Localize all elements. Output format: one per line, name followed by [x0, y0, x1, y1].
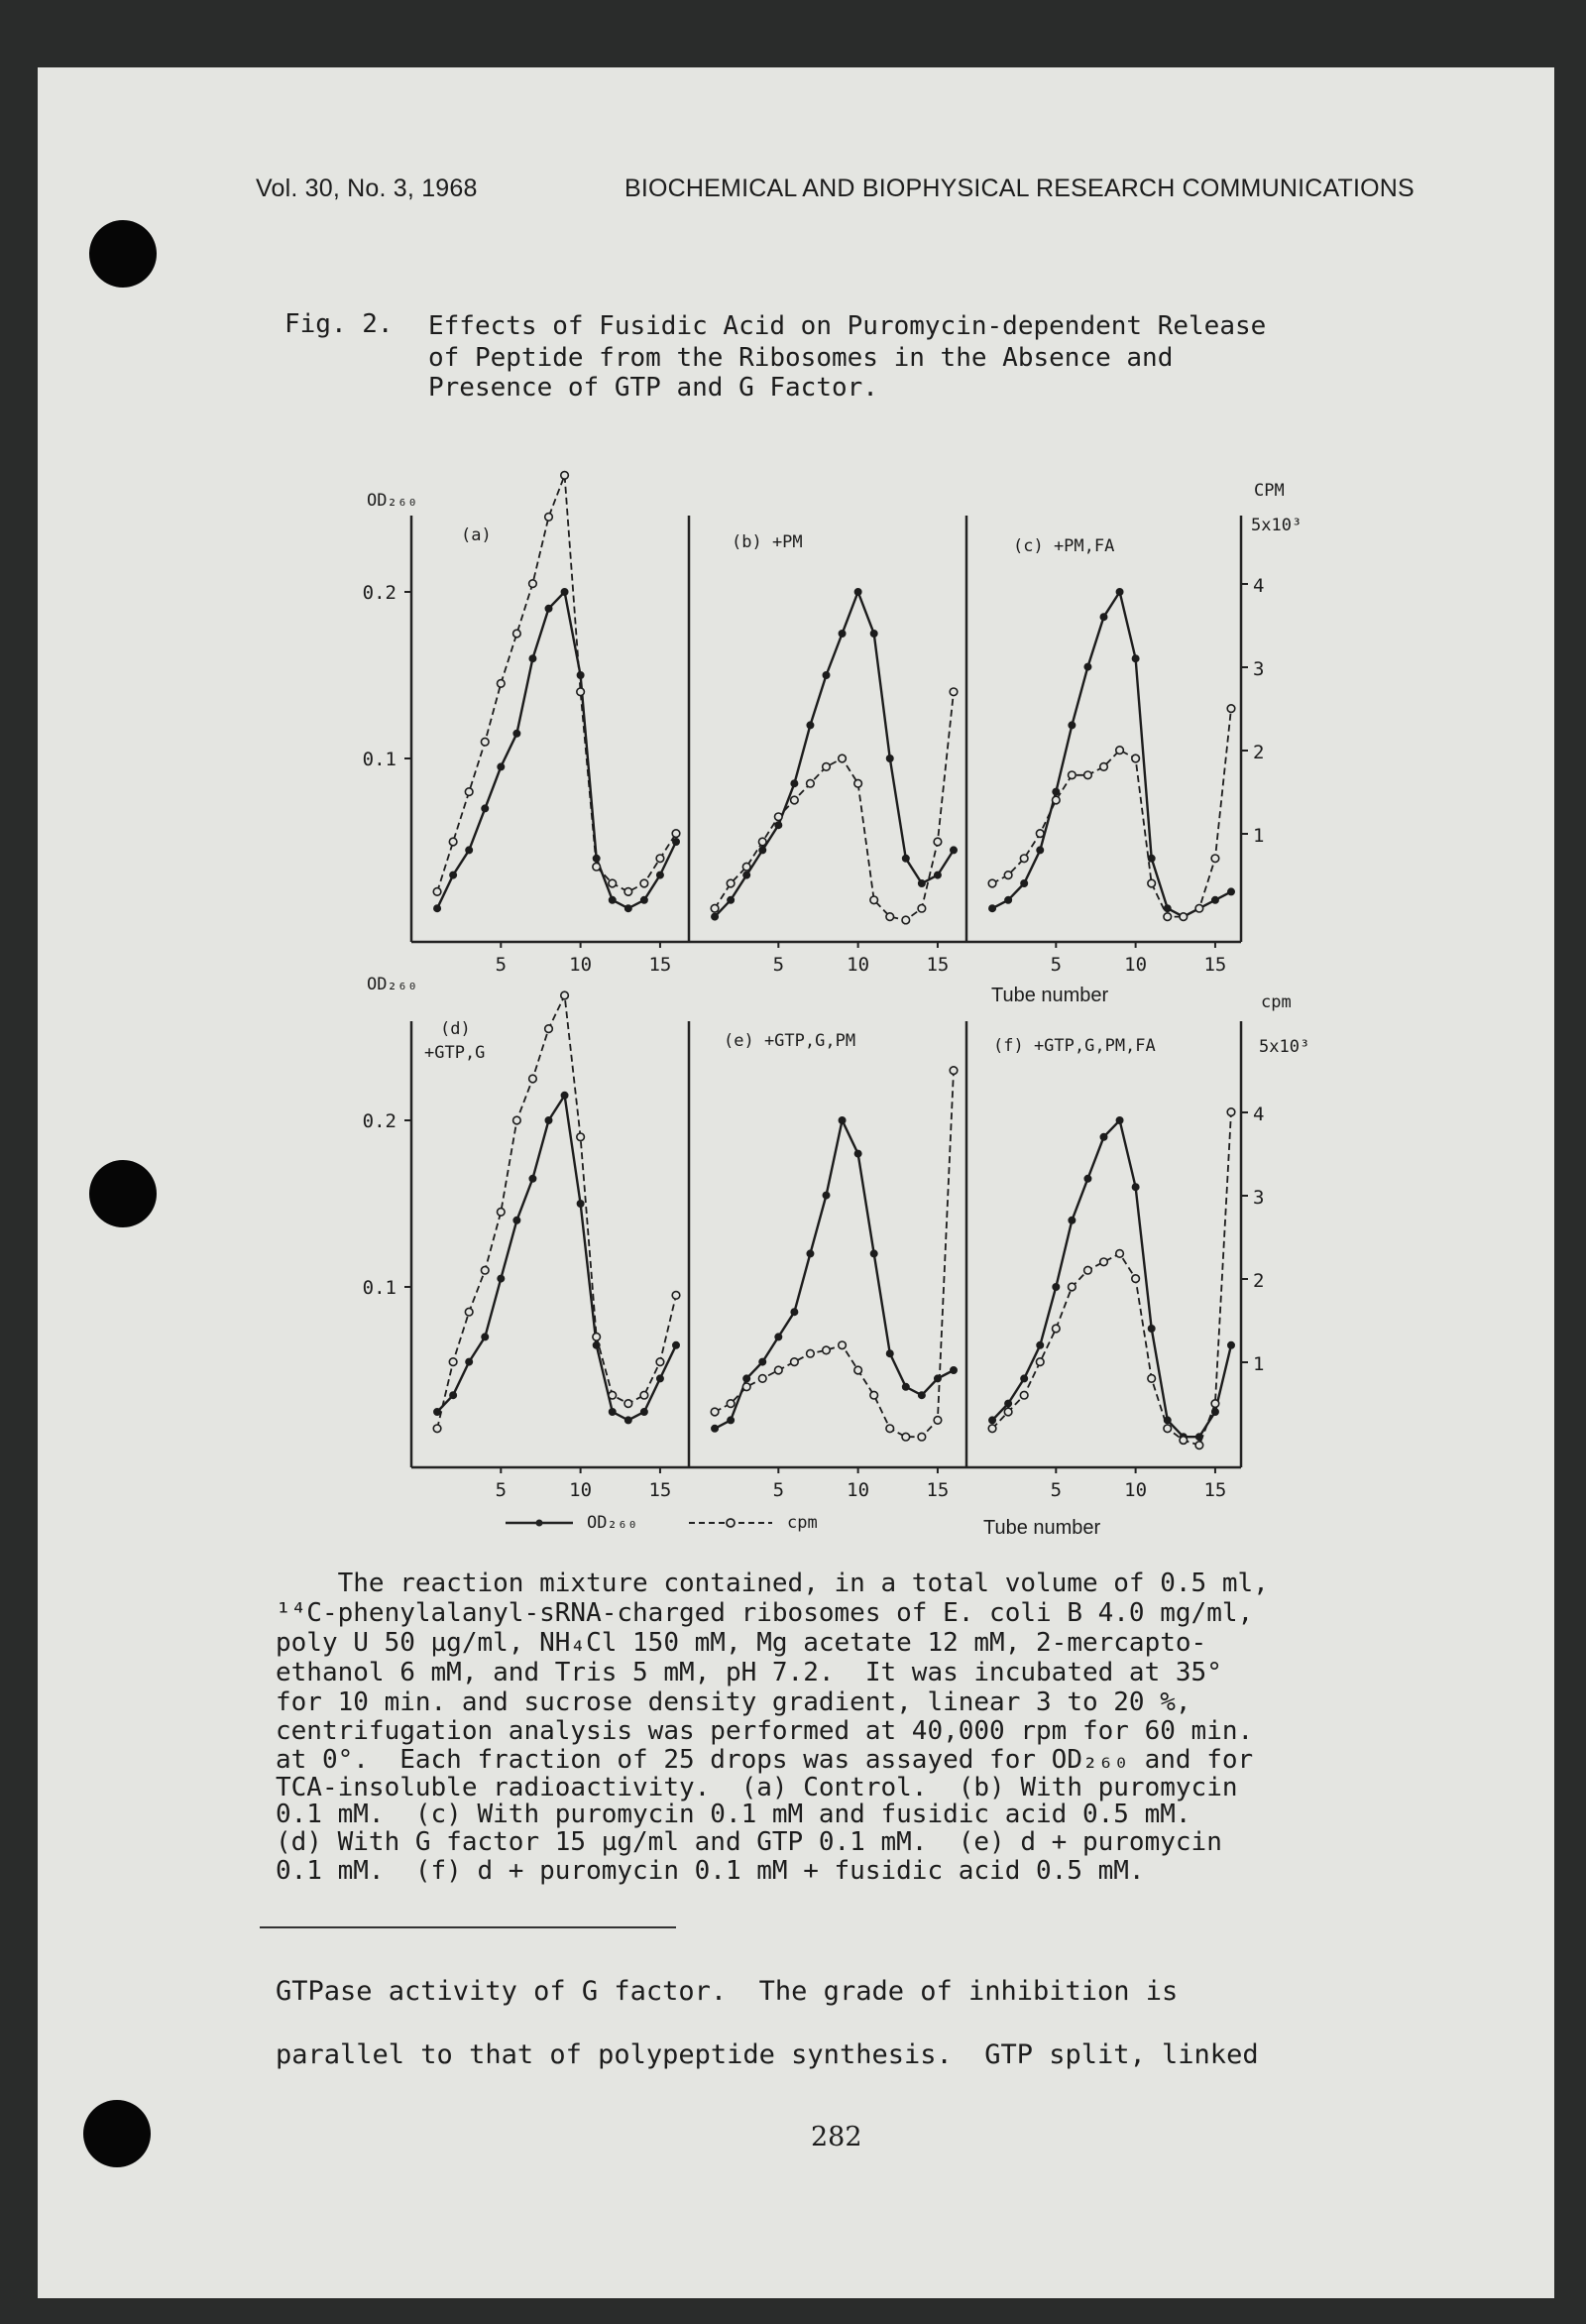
series-line-od260 [437, 1096, 676, 1421]
data-point-cpm [1227, 1108, 1235, 1116]
data-point-cpm [807, 1349, 815, 1357]
data-point-od260 [823, 672, 829, 678]
data-point-od260 [529, 655, 535, 661]
left-axis-title-bottom: OD₂₆₀ [367, 975, 418, 994]
data-point-od260 [641, 897, 647, 903]
data-point-cpm [672, 1292, 680, 1300]
panel-label-c: (c) +PM,FA [1013, 536, 1115, 556]
data-point-cpm [711, 1408, 719, 1416]
data-point-od260 [1132, 1184, 1138, 1190]
data-point-cpm [481, 738, 489, 746]
figure-legend-line: 0.1 mM. (f) d + puromycin 0.1 mM + fusidic acid 0.5 mM. [276, 1856, 1145, 1886]
data-point-od260 [775, 822, 781, 828]
x-tick-label: 10 [569, 954, 593, 976]
data-point-od260 [1212, 897, 1218, 903]
data-point-cpm [988, 879, 996, 887]
x-tick-label: 10 [1124, 1479, 1148, 1501]
data-point-od260 [1228, 1342, 1234, 1348]
data-point-cpm [433, 1425, 441, 1433]
figure-legend-line: for 10 min. and sucrose density gradient, linear 3 to 20 %, [276, 1687, 1191, 1717]
data-point-od260 [1084, 663, 1090, 669]
data-point-od260 [1053, 788, 1059, 794]
data-point-cpm [791, 1358, 799, 1366]
data-point-od260 [1116, 589, 1122, 595]
data-point-cpm [1211, 1400, 1219, 1408]
series-line-cpm [992, 709, 1231, 917]
data-point-cpm [758, 1375, 766, 1383]
series-line-od260 [992, 592, 1231, 917]
data-point-cpm [1180, 1437, 1188, 1445]
figure-legend-line: at 0°. Each fraction of 25 drops was assayed for OD₂₆₀ and for [276, 1745, 1254, 1775]
figure-legend-line: 0.1 mM. (c) With puromycin 0.1 mM and fusidic acid 0.5 mM. [276, 1800, 1191, 1829]
right-tick-label: 1 [1253, 825, 1265, 847]
figure-legend-line: The reaction mixture contained, in a total volume of 0.5 ml, [276, 1569, 1269, 1598]
data-point-cpm [839, 755, 847, 762]
data-point-cpm [902, 1433, 910, 1441]
data-point-od260 [641, 1409, 647, 1415]
left-axis-title-top: OD₂₆₀ [367, 491, 418, 511]
data-point-od260 [657, 872, 663, 877]
data-point-od260 [951, 847, 957, 853]
data-point-cpm [918, 904, 926, 912]
data-point-od260 [759, 847, 765, 853]
data-point-cpm [513, 1116, 521, 1124]
data-point-od260 [1069, 722, 1075, 728]
data-point-od260 [657, 1375, 663, 1381]
data-point-cpm [498, 1209, 506, 1217]
data-point-od260 [545, 606, 551, 612]
data-point-cpm [1195, 904, 1203, 912]
right-scale-top: 5x10³ [1251, 516, 1303, 535]
data-point-cpm [1164, 913, 1172, 921]
data-point-cpm [886, 913, 894, 921]
data-point-cpm [1116, 1250, 1124, 1258]
data-point-od260 [807, 722, 813, 728]
data-point-cpm [1069, 771, 1076, 779]
data-point-od260 [1069, 1218, 1075, 1223]
data-point-cpm [656, 855, 664, 863]
data-point-cpm [1036, 1358, 1044, 1366]
data-point-cpm [465, 1308, 473, 1316]
right-scale-bottom: 5x10³ [1259, 1037, 1310, 1057]
data-point-od260 [545, 1117, 551, 1123]
data-point-od260 [823, 1192, 829, 1198]
data-point-od260 [775, 1334, 781, 1339]
data-point-cpm [1020, 855, 1028, 863]
data-point-od260 [989, 1417, 995, 1423]
legend-dashed-label: cpm [787, 1513, 818, 1533]
left-tick-label: 0.2 [362, 1110, 396, 1132]
data-point-od260 [561, 1093, 567, 1099]
x-tick-label: 15 [648, 954, 672, 976]
data-point-od260 [712, 1426, 718, 1432]
right-tick-label: 2 [1253, 1270, 1265, 1292]
data-point-cpm [624, 888, 632, 896]
data-point-cpm [593, 863, 601, 871]
data-point-od260 [513, 1218, 519, 1223]
paragraph-line: GTPase activity of G factor. The grade of inhibition is [276, 1976, 1179, 2007]
data-point-cpm [1084, 1266, 1092, 1274]
data-point-od260 [1037, 1342, 1043, 1348]
data-point-cpm [934, 1417, 942, 1425]
data-point-od260 [854, 1150, 860, 1156]
data-point-cpm [529, 1075, 537, 1083]
left-tick-label: 0.1 [362, 1277, 396, 1299]
right-tick-label: 3 [1253, 1187, 1265, 1209]
data-point-cpm [1004, 1408, 1012, 1416]
data-point-cpm [870, 896, 878, 904]
data-point-cpm [609, 1391, 617, 1399]
data-point-cpm [950, 1067, 958, 1075]
panel-label-d: (d) [440, 1019, 471, 1039]
right-tick-label: 3 [1253, 658, 1265, 680]
data-point-cpm [1036, 830, 1044, 838]
data-point-cpm [1100, 763, 1108, 771]
data-point-od260 [791, 1309, 797, 1315]
x-tick-label: 10 [847, 954, 870, 976]
data-point-cpm [593, 1334, 601, 1341]
data-point-od260 [498, 1275, 504, 1281]
data-point-od260 [673, 839, 679, 845]
figure-caption-label: Fig. 2. [284, 309, 394, 339]
data-point-od260 [791, 780, 797, 786]
left-tick-label: 0.1 [362, 749, 396, 770]
figure-caption-line: Presence of GTP and G Factor. [428, 373, 878, 403]
x-tick-label: 10 [1124, 954, 1148, 976]
data-point-od260 [887, 1350, 893, 1356]
data-point-cpm [640, 879, 648, 887]
data-point-od260 [498, 763, 504, 769]
data-point-od260 [712, 913, 718, 919]
data-point-cpm [727, 1400, 735, 1408]
x-tick-label: 10 [569, 1479, 593, 1501]
data-point-od260 [513, 731, 519, 737]
data-point-cpm [1227, 705, 1235, 713]
data-point-cpm [1164, 1425, 1172, 1433]
data-point-cpm [823, 1346, 831, 1354]
journal-title: BIOCHEMICAL AND BIOPHYSICAL RESEARCH COMMUNICATIONS [624, 174, 1415, 202]
data-point-cpm [823, 763, 831, 771]
data-point-cpm [1132, 755, 1140, 762]
data-point-od260 [1037, 847, 1043, 853]
data-point-od260 [450, 872, 456, 877]
data-point-cpm [672, 830, 680, 838]
data-point-od260 [989, 905, 995, 911]
right-tick-label: 2 [1253, 742, 1265, 763]
data-point-cpm [1148, 1375, 1156, 1383]
paragraph-line: parallel to that of polypeptide synthesis. GTP split, linked [276, 2039, 1259, 2070]
data-point-od260 [561, 589, 567, 595]
data-point-od260 [839, 1117, 845, 1123]
data-point-cpm [902, 916, 910, 924]
data-point-od260 [903, 1384, 909, 1390]
data-point-od260 [1165, 905, 1171, 911]
data-point-od260 [625, 1417, 631, 1423]
data-point-od260 [1100, 614, 1106, 620]
data-point-cpm [1180, 913, 1188, 921]
x-tick-label: 15 [926, 1479, 950, 1501]
page-number: 282 [811, 2122, 862, 2152]
data-point-cpm [918, 1433, 926, 1441]
data-point-od260 [434, 905, 440, 911]
panel-label-b: (b) +PM [732, 532, 803, 552]
data-point-od260 [743, 872, 749, 877]
series-line-od260 [992, 1120, 1231, 1437]
figure-caption-line: Effects of Fusidic Acid on Puromycin-dependent Release [428, 311, 1267, 341]
data-point-od260 [434, 1409, 440, 1415]
data-point-cpm [1020, 1391, 1028, 1399]
data-point-cpm [465, 788, 473, 796]
data-point-cpm [577, 688, 585, 696]
data-point-od260 [529, 1176, 535, 1182]
data-point-cpm [433, 888, 441, 896]
figure-legend-line: poly U 50 µg/ml, NH₄Cl 150 mM, Mg acetate 12 mM, 2-mercapto- [276, 1628, 1207, 1658]
data-point-cpm [577, 1133, 585, 1141]
data-point-cpm [727, 879, 735, 887]
data-point-od260 [1228, 888, 1234, 894]
x-tick-label: 5 [1050, 1479, 1063, 1501]
footnote-rule [260, 1926, 676, 1928]
data-point-od260 [743, 1375, 749, 1381]
data-point-od260 [1148, 1326, 1154, 1332]
data-point-cpm [1211, 855, 1219, 863]
data-point-od260 [870, 631, 876, 637]
panel-label-e: (e) +GTP,G,PM [724, 1031, 856, 1051]
data-point-cpm [1069, 1283, 1076, 1291]
panel-label-d-condition: +GTP,G [424, 1043, 486, 1063]
x-tick-label: 10 [847, 1479, 870, 1501]
data-point-od260 [728, 1417, 734, 1423]
x-tick-label: 5 [772, 1479, 785, 1501]
data-point-cpm [624, 1400, 632, 1408]
x-tick-label: 15 [1203, 1479, 1227, 1501]
data-point-od260 [466, 847, 472, 853]
data-point-od260 [935, 872, 941, 877]
data-point-od260 [450, 1392, 456, 1398]
data-point-cpm [1053, 1325, 1061, 1333]
data-point-od260 [466, 1358, 472, 1364]
right-tick-label: 1 [1253, 1353, 1265, 1375]
data-point-cpm [640, 1391, 648, 1399]
data-point-cpm [886, 1425, 894, 1433]
data-point-od260 [903, 856, 909, 862]
x-axis-label-bottom: Tube number [983, 1517, 1101, 1539]
data-point-cpm [775, 1366, 783, 1374]
data-point-cpm [870, 1391, 878, 1399]
figure-legend-line: ¹⁴C-phenylalanyl-sRNA-charged ribosomes of E. coli B 4.0 mg/ml, [276, 1598, 1254, 1628]
data-point-od260 [577, 1201, 583, 1207]
figure-legend-line: ethanol 6 mM, and Tris 5 mM, pH 7.2. It was incubated at 35° [276, 1658, 1222, 1687]
data-point-od260 [887, 755, 893, 761]
data-point-cpm [481, 1266, 489, 1274]
data-point-cpm [1100, 1258, 1108, 1266]
data-point-cpm [854, 779, 862, 787]
data-point-od260 [482, 805, 488, 811]
data-point-cpm [1195, 1442, 1203, 1450]
figure-legend-line: (d) With G factor 15 µg/ml and GTP 0.1 mM. (e) d + puromycin [276, 1827, 1222, 1857]
data-point-od260 [1053, 1284, 1059, 1290]
data-point-od260 [728, 897, 734, 903]
right-tick-label: 4 [1253, 1104, 1265, 1125]
data-point-od260 [839, 631, 845, 637]
data-point-cpm [839, 1341, 847, 1349]
x-tick-label: 5 [495, 1479, 508, 1501]
data-point-od260 [610, 897, 616, 903]
data-point-od260 [1116, 1117, 1122, 1123]
data-point-od260 [673, 1342, 679, 1348]
data-point-od260 [759, 1358, 765, 1364]
right-tick-label: 4 [1253, 575, 1265, 597]
x-tick-label: 15 [926, 954, 950, 976]
right-axis-title-top: CPM [1254, 481, 1285, 501]
data-point-od260 [1021, 880, 1027, 886]
data-point-cpm [950, 688, 958, 696]
data-point-cpm [742, 863, 750, 871]
data-point-cpm [449, 1358, 457, 1366]
figure-legend-line: TCA-insoluble radioactivity. (a) Control. (b) With puromycin [276, 1773, 1238, 1802]
right-axis-title-bottom: cpm [1261, 992, 1292, 1012]
data-point-od260 [854, 589, 860, 595]
x-tick-label: 15 [648, 1479, 672, 1501]
data-point-od260 [919, 880, 925, 886]
figure-caption-line: of Peptide from the Ribosomes in the Absence and [428, 343, 1174, 373]
data-point-cpm [545, 1025, 553, 1033]
data-point-od260 [482, 1334, 488, 1339]
x-tick-label: 5 [495, 954, 508, 976]
data-point-cpm [807, 779, 815, 787]
data-point-cpm [529, 580, 537, 588]
data-point-cpm [656, 1358, 664, 1366]
data-point-cpm [775, 813, 783, 821]
x-axis-label-top: Tube number [991, 985, 1109, 1006]
data-point-cpm [498, 680, 506, 688]
x-tick-label: 5 [772, 954, 785, 976]
data-point-cpm [1053, 796, 1061, 804]
data-point-cpm [934, 838, 942, 846]
legend-solid-marker [536, 1520, 543, 1527]
journal-volume: Vol. 30, No. 3, 1968 [256, 174, 478, 202]
panel-label-f: (f) +GTP,G,PM,FA [993, 1036, 1156, 1056]
data-point-od260 [1021, 1375, 1027, 1381]
series-line-cpm [715, 692, 954, 920]
data-point-od260 [610, 1409, 616, 1415]
data-point-cpm [513, 630, 521, 638]
series-line-od260 [715, 1120, 954, 1429]
series-line-cpm [715, 1071, 954, 1438]
legend-dashed-marker [727, 1519, 735, 1527]
data-point-od260 [1132, 655, 1138, 661]
data-point-od260 [1005, 897, 1011, 903]
panel-label-a: (a) [461, 525, 492, 545]
figure-legend-line: centrifugation analysis was performed at 40,000 rpm for 60 min. [276, 1716, 1254, 1746]
data-point-od260 [1084, 1176, 1090, 1182]
data-point-od260 [919, 1392, 925, 1398]
data-point-cpm [1084, 771, 1092, 779]
data-point-od260 [807, 1250, 813, 1256]
x-tick-label: 15 [1203, 954, 1227, 976]
data-point-cpm [1116, 747, 1124, 755]
data-point-cpm [742, 1383, 750, 1391]
data-point-cpm [791, 796, 799, 804]
data-point-cpm [561, 472, 569, 480]
data-point-cpm [545, 514, 553, 522]
data-point-cpm [609, 879, 617, 887]
data-point-od260 [625, 905, 631, 911]
legend-solid-label: OD₂₆₀ [587, 1513, 638, 1533]
data-point-cpm [1132, 1275, 1140, 1283]
series-line-od260 [437, 592, 676, 908]
data-point-od260 [1100, 1134, 1106, 1140]
data-point-od260 [951, 1367, 957, 1373]
data-point-cpm [988, 1425, 996, 1433]
left-tick-label: 0.2 [362, 582, 396, 604]
data-point-cpm [1148, 879, 1156, 887]
data-point-cpm [854, 1366, 862, 1374]
data-point-cpm [449, 838, 457, 846]
data-point-cpm [711, 904, 719, 912]
x-tick-label: 5 [1050, 954, 1063, 976]
data-point-cpm [1004, 872, 1012, 879]
data-point-od260 [1148, 856, 1154, 862]
data-point-cpm [758, 838, 766, 846]
data-point-cpm [561, 991, 569, 999]
data-point-od260 [1005, 1400, 1011, 1406]
data-point-od260 [870, 1250, 876, 1256]
